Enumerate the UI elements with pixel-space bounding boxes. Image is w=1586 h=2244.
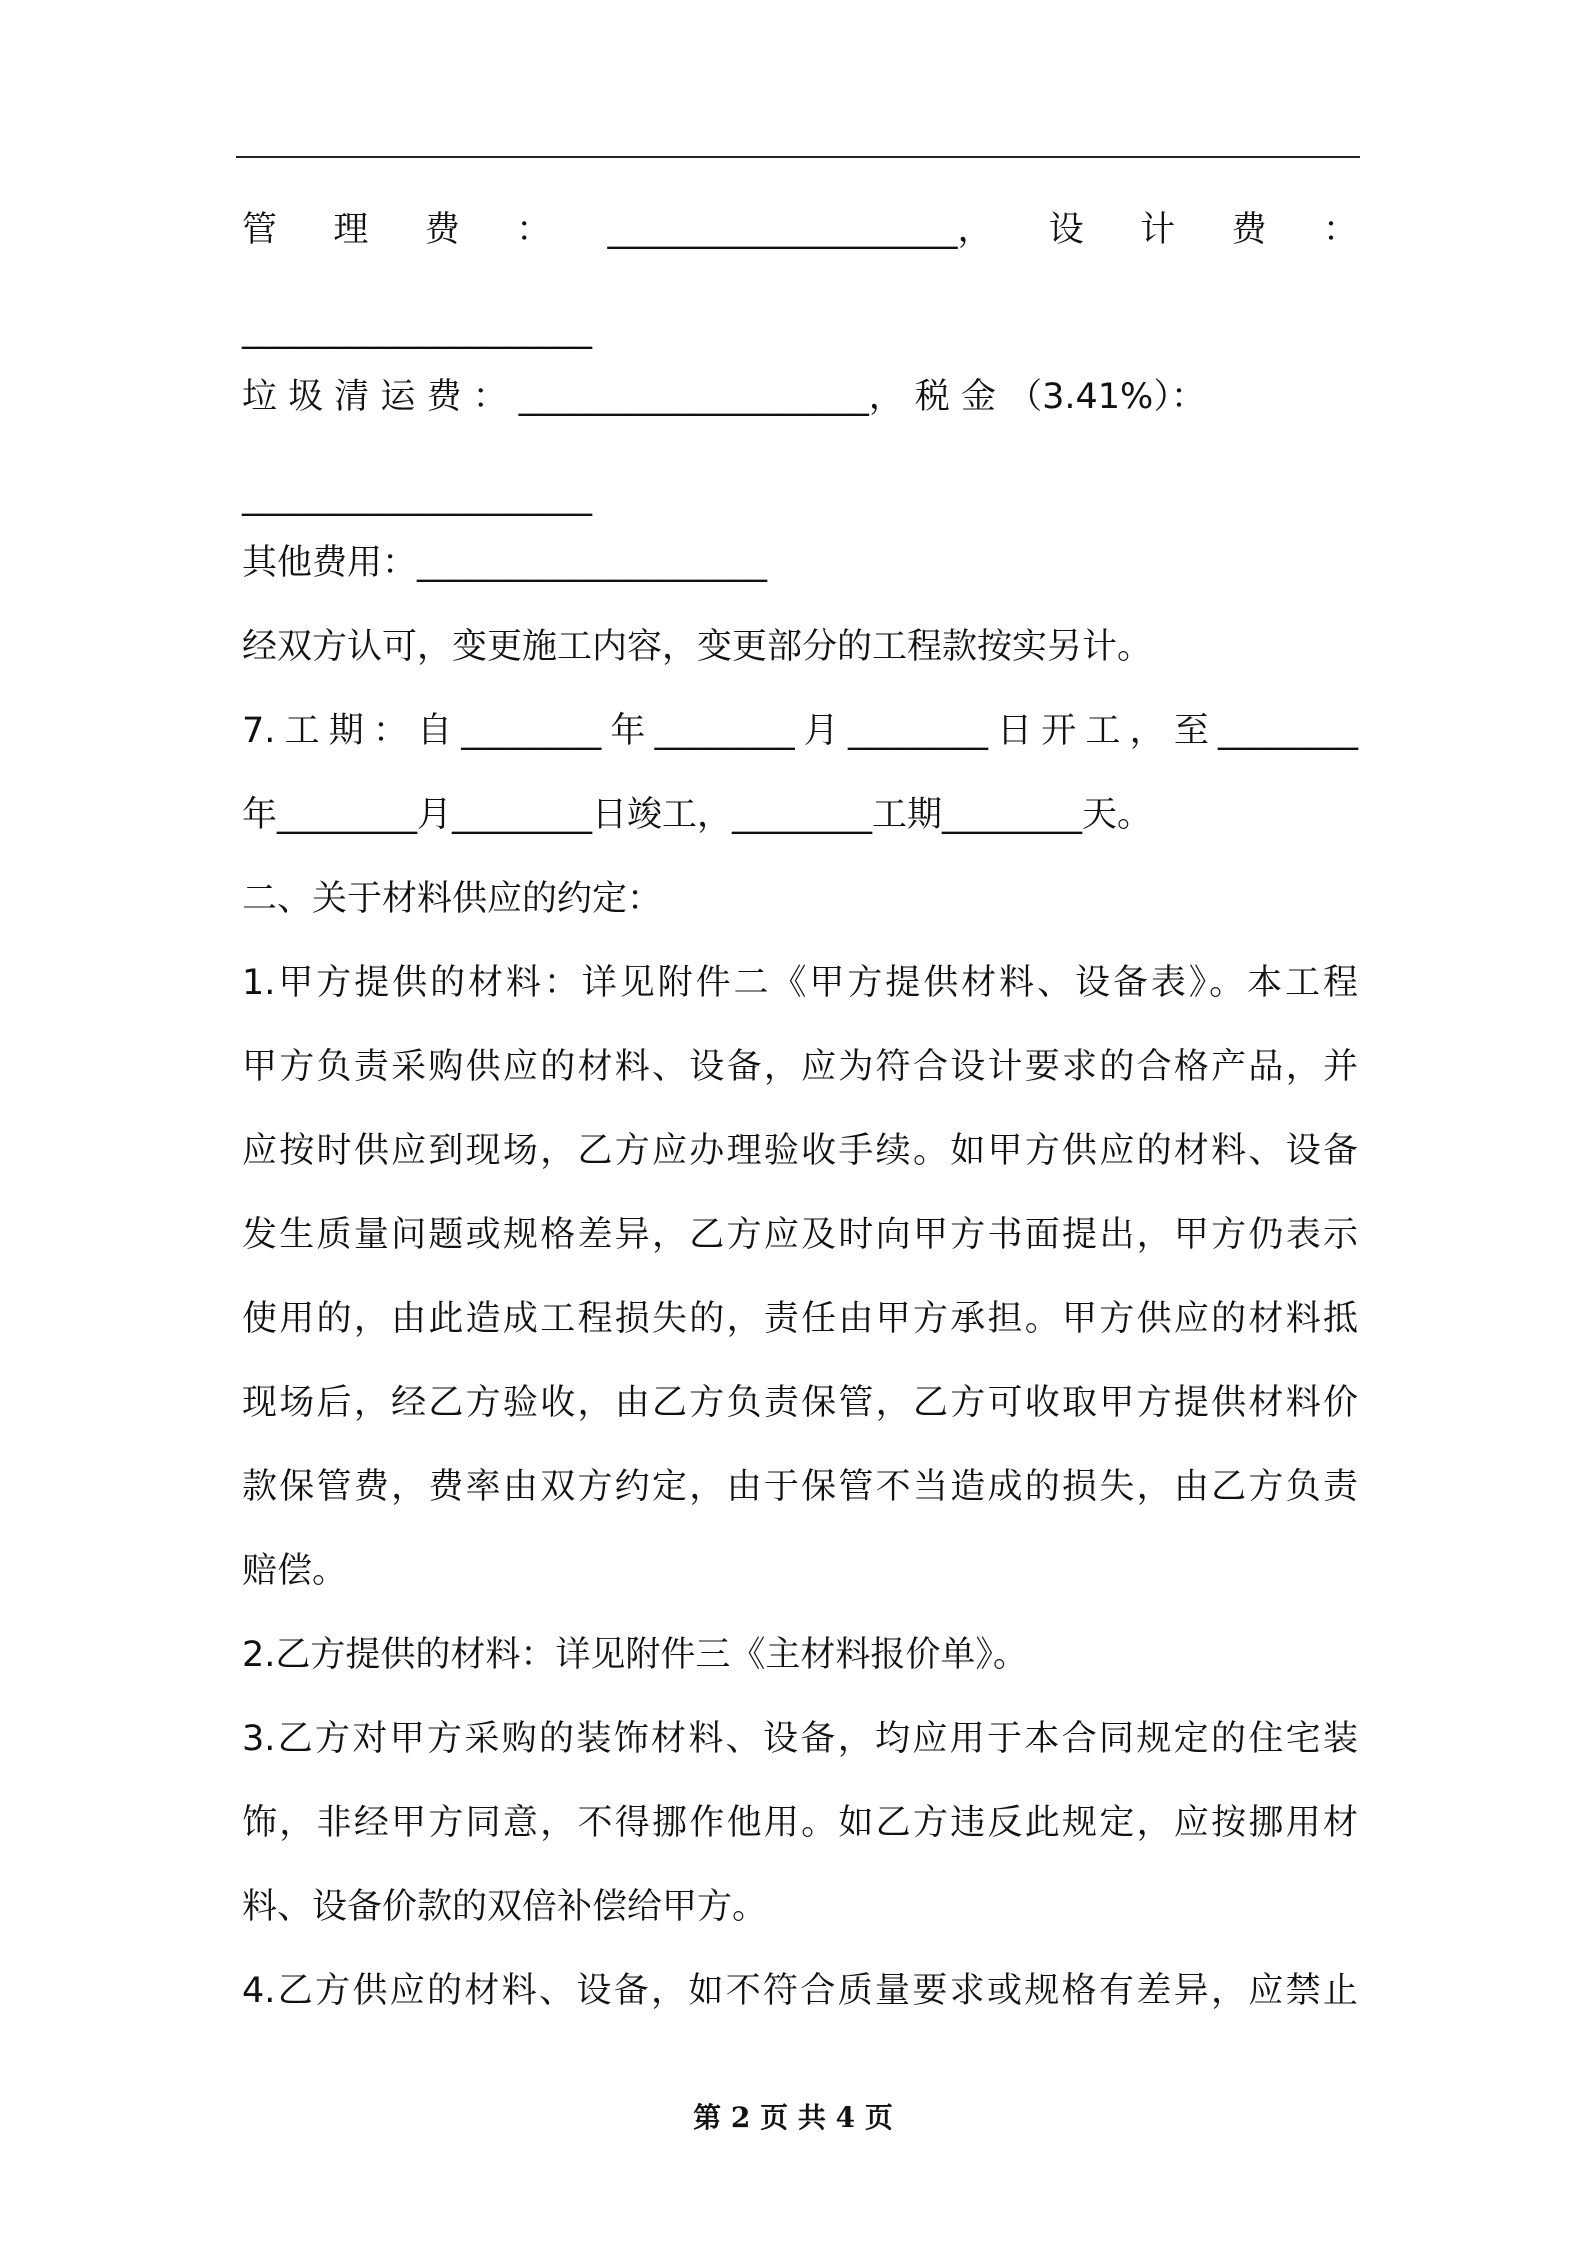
fee-line-tax-blank [242,472,592,522]
text-line: ____________________ [242,477,592,517]
text-token: 管 [242,210,278,250]
text-line: 年________月________日竣工，________工期________天。 [242,795,1153,835]
text-line: 垃 圾 清 运 费 ： ____________________， 税 金 （3.41%）： [242,377,1206,417]
text-line: 2.乙方提供的材料：详见附件三《主材料报价单》。 [242,1635,1028,1675]
text-line: 发生质量问题或规格差异，乙方应及时向甲方书面提出，甲方仍表示 [242,1215,1358,1255]
text-line: 1.甲方提供的材料：详见附件二《甲方提供材料、设备表》。本工程 [242,963,1358,1003]
paragraph-line [242,1714,1358,1764]
text-line: 4.乙方供应的材料、设备，如不符合质量要求或规格有差异，应禁止 [242,1971,1358,2011]
paragraph-line [242,1882,767,1932]
text-line: 款保管费，费率由双方约定，由于保管不当造成的损失，由乙方负责 [242,1467,1358,1507]
paragraph-line [242,1630,1028,1680]
paragraph-line [242,958,1358,1008]
text-token: ____________________， [607,210,993,250]
text-line: 料、设备价款的双倍补偿给甲方。 [242,1887,768,1927]
text-line [242,205,1358,255]
schedule-line-2 [242,790,1152,840]
paragraph-line [242,1294,1358,1344]
text-line: 应按时供应到现场，乙方应办理验收手续。如甲方供应的材料、设备 [242,1131,1358,1171]
paragraph-line [242,1798,1358,1848]
text-token: ： [516,210,552,250]
text-token: ： [1322,210,1358,250]
text-line: 7.工期：自________年________月________日开工，至________ [242,711,1358,751]
text-token: 理 [333,210,369,250]
header-rule [236,156,1360,158]
schedule-line-1 [242,706,1358,756]
text-line: 使用的，由此造成工程损失的，责任由甲方承担。甲方供应的材料抵 [242,1299,1358,1339]
paragraph-line [242,1210,1358,1260]
page-number: 第 2 页 共 4 页 [693,2101,893,2134]
text-token: 设 [1048,210,1084,250]
text-line: 甲方负责采购供应的材料、设备，应为符合设计要求的合格产品，并 [242,1047,1358,1087]
paragraph-line [242,1378,1358,1428]
paragraph-line [242,1126,1358,1176]
fee-line-management-design [242,205,1358,255]
paragraph-line [242,1546,347,1596]
fee-line-other [242,538,767,588]
text-line: 二、关于材料供应的约定： [242,879,663,919]
fee-line-design-blank [242,305,592,355]
text-line: 其他费用：____________________ [242,543,768,583]
text-line: 赔偿。 [242,1551,348,1591]
paragraph-line [242,1042,1358,1092]
text-line: 经双方认可，变更施工内容，变更部分的工程款按实另计。 [242,627,1153,667]
text-line: 现场后，经乙方验收，由乙方负责保管，乙方可收取甲方提供材料价 [242,1383,1358,1423]
paragraph-line [242,1462,1358,1512]
fee-line-garbage-tax [242,372,1206,422]
text-line: ____________________ [242,310,592,350]
text-token: 计 [1140,210,1176,250]
text-token: 费 [1231,210,1267,250]
paragraph-line [242,622,1152,672]
text-line: 饰，非经甲方同意，不得挪作他用。如乙方违反此规定，应按挪用材 [242,1803,1358,1843]
text-token: 费 [424,210,460,250]
paragraph-line [242,1966,1358,2016]
text-line: 3.乙方对甲方采购的装饰材料、设备，均应用于本合同规定的住宅装 [242,1719,1358,1759]
section-heading [242,874,662,924]
